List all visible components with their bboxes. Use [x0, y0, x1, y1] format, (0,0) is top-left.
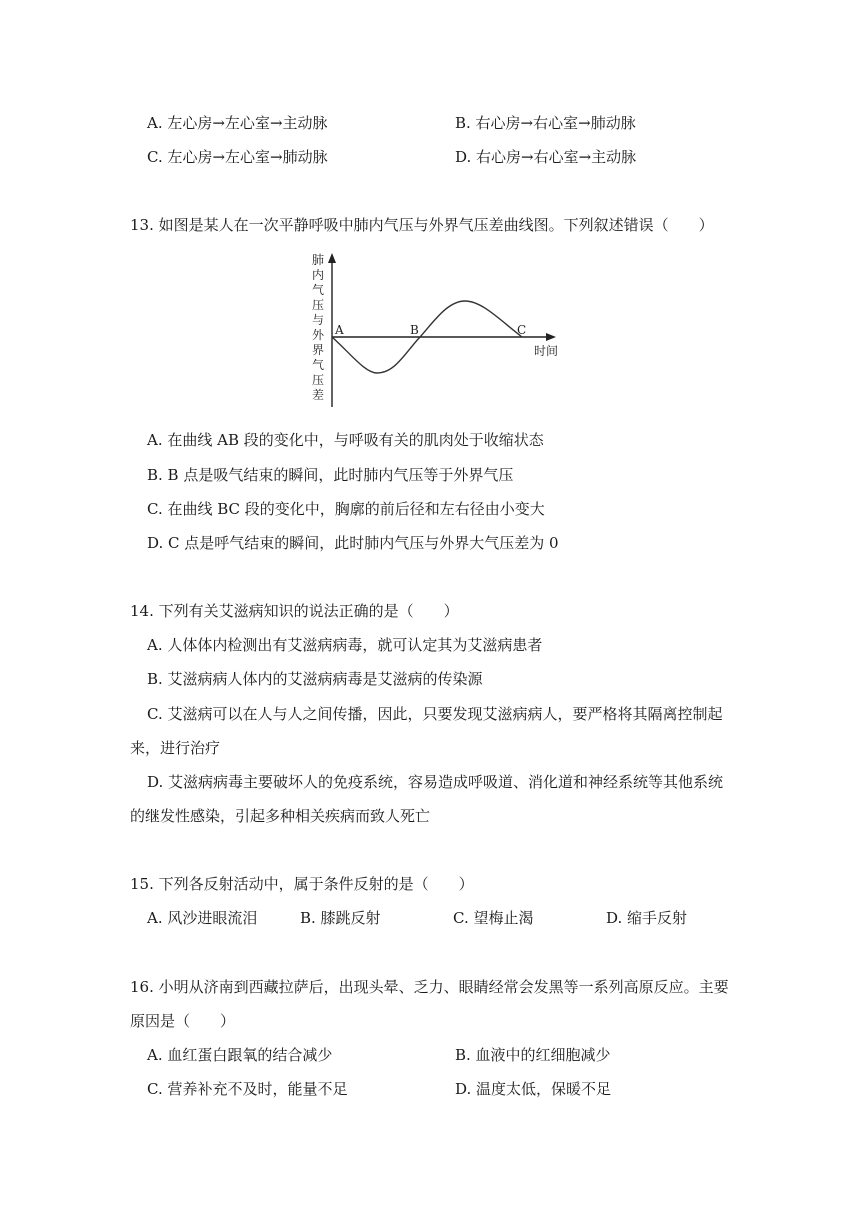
q14-option-c-line1: C. 艾滋病可以在人与人之间传播，因此，只要发现艾滋病病人，要严格将其隔离控制起	[147, 705, 723, 723]
q14-stem: 14. 下列有关艾滋病知识的说法正确的是（ ）	[130, 602, 459, 620]
q13-option-a: A. 在曲线 AB 段的变化中，与呼吸有关的肌肉处于收缩状态	[147, 431, 544, 449]
y-label-char: 与	[311, 313, 325, 327]
x-axis-arrow	[546, 333, 556, 341]
q16-stem-line2: 原因是（ ）	[130, 1012, 236, 1030]
q14-option-c-line2: 来，进行治疗	[130, 739, 221, 757]
q12-option-a: A. 左心房→左心室→主动脉	[147, 114, 328, 132]
y-label-char: 内	[311, 268, 325, 282]
y-axis-label	[312, 252, 325, 402]
pressure-difference-figure	[300, 245, 570, 417]
y-axis-arrow	[328, 253, 336, 263]
q15-option-b: B. 膝跳反射	[300, 909, 381, 927]
q12-option-d: D. 右心房→右心室→主动脉	[455, 148, 637, 166]
point-label-b: B	[410, 323, 419, 337]
q14-option-a: A. 人体体内检测出有艾滋病病毒，就可认定其为艾滋病患者	[147, 636, 543, 654]
y-label-char: 差	[311, 388, 325, 402]
q16-option-c: C. 营养补充不及时，能量不足	[147, 1080, 348, 1098]
y-label-char: 压	[311, 373, 325, 387]
q13-option-b: B. B 点是吸气结束的瞬间，此时肺内气压等于外界气压	[147, 466, 514, 484]
q14-option-b: B. 艾滋病病人体内的艾滋病病毒是艾滋病的传染源	[147, 670, 483, 688]
q13-stem: 13. 如图是某人在一次平静呼吸中肺内气压与外界气压差曲线图。下列叙述错误（ ）	[130, 216, 714, 234]
x-axis-label: 时间	[534, 344, 559, 358]
q15-option-c: C. 望梅止渴	[453, 909, 534, 927]
y-label-char: 气	[311, 358, 325, 372]
y-label-char: 压	[311, 298, 325, 312]
y-label-char: 气	[311, 283, 325, 297]
q16-option-b: B. 血液中的红细胞减少	[455, 1046, 611, 1064]
q15-stem: 15. 下列各反射活动中，属于条件反射的是（ ）	[130, 875, 474, 893]
point-label-a: A	[335, 323, 344, 337]
q16-stem-line1: 16. 小明从济南到西藏拉萨后，出现头晕、乏力、眼睛经常会发黑等一系列高原反应。主要	[130, 978, 729, 996]
q12-option-c: C. 左心房→左心室→肺动脉	[147, 148, 328, 166]
q15-option-a: A. 风沙进眼流泪	[147, 909, 258, 927]
q12-option-b: B. 右心房→右心室→肺动脉	[455, 114, 636, 132]
q13-option-d: D. C 点是呼气结束的瞬间，此时肺内气压与外界大气压差为 0	[147, 534, 559, 552]
q13-option-c: C. 在曲线 BC 段的变化中，胸廓的前后径和左右径由小变大	[147, 500, 545, 518]
y-label-char: 界	[311, 343, 325, 357]
q16-option-a: A. 血红蛋白跟氧的结合减少	[147, 1046, 333, 1064]
q16-option-d: D. 温度太低，保暖不足	[455, 1080, 612, 1098]
q15-option-d: D. 缩手反射	[606, 909, 688, 927]
q14-option-d-line1: D. 艾滋病病毒主要破坏人的免疫系统，容易造成呼吸道、消化道和神经系统等其他系统	[147, 773, 724, 791]
y-label-char: 外	[311, 328, 325, 342]
y-label-char: 肺	[311, 253, 325, 267]
point-label-c: C	[517, 323, 527, 337]
q14-option-d-line2: 的继发性感染，引起多种相关疾病而致人死亡	[130, 807, 431, 825]
